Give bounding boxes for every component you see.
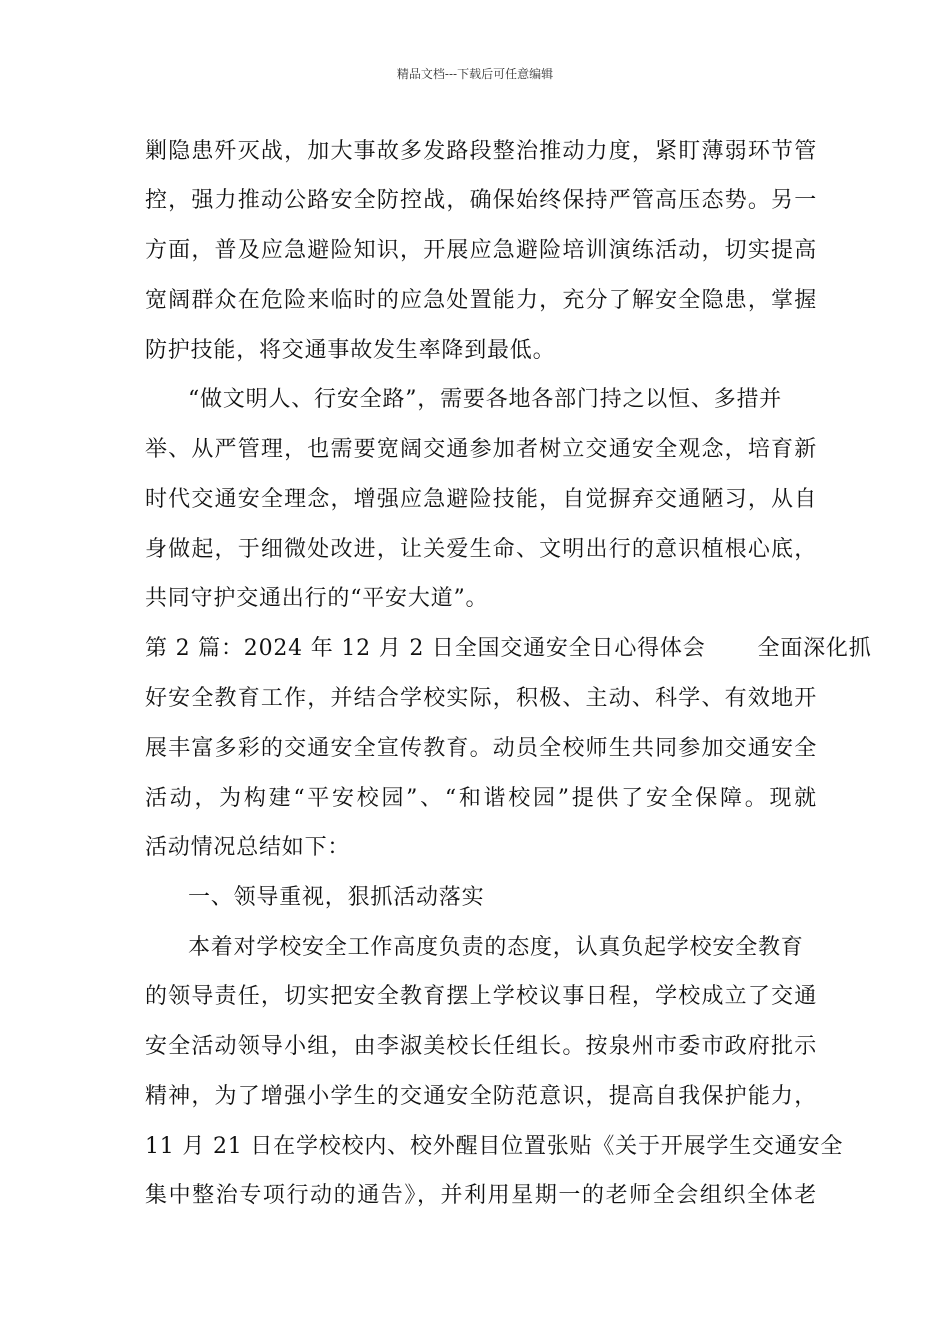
- text-line: 防护技能，将交通事故发生率降到最低。: [145, 338, 556, 363]
- text-line: 共同守护交通出行的“平安大道”。: [145, 586, 489, 611]
- text-line: 时代交通安全理念，增强应急避险技能，自觉摒弃交通陋习，从自: [145, 487, 817, 512]
- subheading: 一、领导重视，狠抓活动落实: [188, 885, 485, 910]
- text-line: 宽阔群众在危险来临时的应急处置能力，充分了解安全隐患，掌握: [145, 288, 817, 313]
- text-line: 活动情况总结如下：: [145, 835, 351, 860]
- section-title: 第 2 篇：2024 年 12 月 2 日全国交通安全日心得体会: [145, 636, 706, 661]
- text-line: 举、从严管理，也需要宽阔交通参加者树立交通安全观念，培育新: [145, 437, 817, 462]
- section-title-line: [145, 634, 872, 664]
- paragraph-first-line: 本着对学校安全工作高度负责的态度，认真负起学校安全教育: [188, 935, 804, 960]
- paragraph-first-line: “做文明人、行安全路”，需要各地各部门持之以恒、多措并: [188, 387, 783, 412]
- text-line: 好安全教育工作，并结合学校实际，积极、主动、科学、有效地开: [145, 686, 817, 711]
- text-line: 方面，普及应急避险知识，开展应急避险培训演练活动，切实提高: [145, 238, 817, 263]
- text-fragment: 全面深化抓: [757, 636, 872, 661]
- page-header: 精品文档---下载后可任意编辑: [396, 67, 554, 81]
- text-line: 11 月 21 日在学校校内、校外醒目位置张贴《关于开展学生交通安全: [145, 1134, 844, 1159]
- text-line: 身做起，于细微处改进，让关爱生命、文明出行的意识植根心底，: [145, 537, 817, 562]
- text-line: 活动，为构建“平安校园”、“和谐校园”提供了安全保障。现就: [145, 786, 817, 811]
- text-line: 集中整治专项行动的通告》，并利用星期一的老师全会组织全体老: [145, 1183, 817, 1208]
- text-line: 剿隐患歼灭战，加大事故多发路段整治推动力度，紧盯薄弱环节管: [145, 139, 817, 164]
- text-line: 安全活动领导小组，由李淑美校长任组长。按泉州市委市政府批示: [145, 1034, 817, 1059]
- text-line: 的领导责任，切实把安全教育摆上学校议事日程，学校成立了交通: [145, 984, 817, 1009]
- text-line: 控，强力推动公路安全防控战，确保始终保持严管高压态势。另一: [145, 188, 817, 213]
- text-line: 精神，为了增强小学生的交通安全防范意识，提高自我保护能力，: [145, 1084, 817, 1109]
- text-line: 展丰富多彩的交通安全宣传教育。动员全校师生共同参加交通安全: [145, 736, 817, 761]
